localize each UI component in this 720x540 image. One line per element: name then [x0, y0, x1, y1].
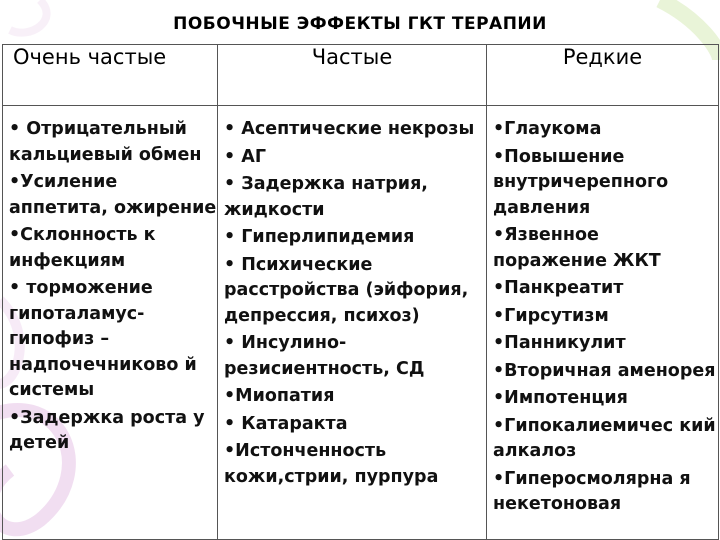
list-item: •Усиление аппетита, ожирение	[9, 172, 217, 218]
list-item: • Отрицательный кальциевый обмен	[9, 119, 202, 165]
list-item: •Повышение внутричерепного давления	[493, 146, 669, 218]
list-item: •Истонченность кожи,стрии, пурпура	[224, 441, 439, 487]
list-item: •Задержка роста у детей	[9, 407, 205, 453]
list-item: • АГ	[224, 146, 266, 167]
header-row	[3, 45, 719, 106]
list-item: •Язвенное поражение ЖКТ	[493, 225, 661, 271]
content-row	[3, 106, 719, 540]
column-header-very-frequent: Очень частые	[3, 45, 218, 106]
page-title: ПОБОЧНЫЕ ЭФФЕКТЫ ГКТ ТЕРАПИИ	[173, 14, 547, 34]
list-item: •Миопатия	[224, 386, 335, 406]
list-item: •Панкреатит	[493, 278, 624, 298]
list-item: •Импотенция	[493, 388, 628, 408]
list-item: •Гипокалиемичес кий алкалоз	[493, 415, 716, 461]
list-item: • торможение гипоталамус-гипофиз – надпочечниково й системы	[9, 278, 197, 400]
list-item: •Склонность к инфекциям	[9, 225, 156, 271]
column-header-frequent: Частые	[218, 45, 487, 106]
list-item: •Вторичная аменорея	[493, 360, 716, 381]
list-item: • Психические расстройства (эйфория, депрессия, психоз)	[224, 254, 469, 326]
list-item: •Глаукома	[493, 119, 602, 139]
list-item: • Задержка натрия, жидкости	[224, 174, 428, 220]
list-item: • Катаракта	[224, 413, 348, 434]
column-header-rare: Редкие	[487, 45, 719, 106]
list-item: • Асептические некрозы	[224, 119, 475, 139]
frequent-cell	[218, 106, 487, 540]
list-item: •Гиперосмолярна я некетоновая	[493, 468, 691, 514]
list-item: • Гиперлипидемия	[224, 227, 415, 247]
rare-cell	[487, 106, 719, 540]
very-frequent-cell	[3, 106, 218, 540]
side-effects-table	[2, 44, 719, 540]
list-item: •Панникулит	[493, 333, 626, 353]
list-item: • Инсулино-резисиентность, СД	[224, 333, 425, 379]
list-item: •Гирсутизм	[493, 305, 609, 326]
